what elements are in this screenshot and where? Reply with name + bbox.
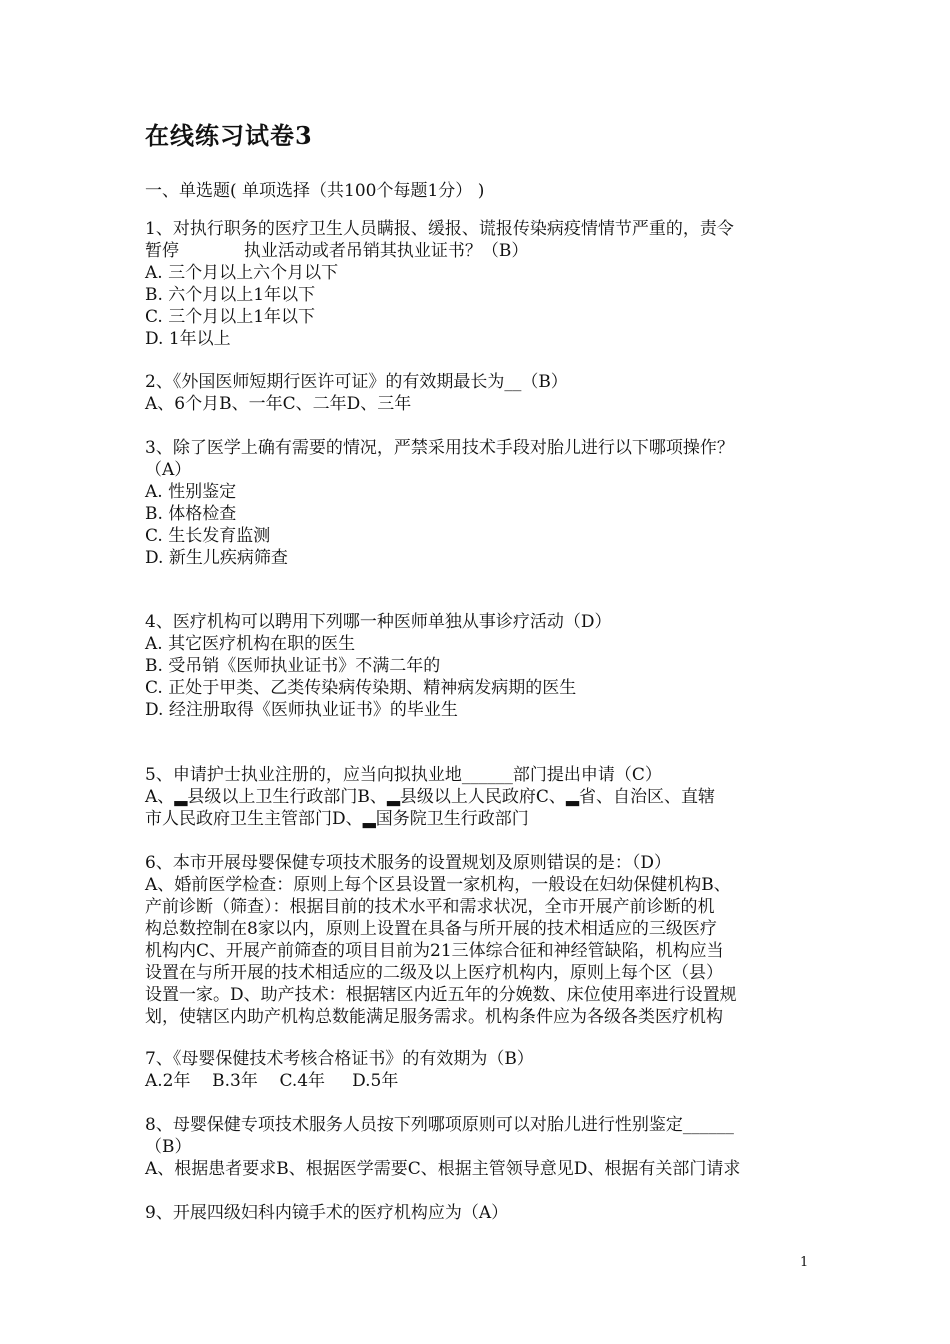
option-line: A、婚前医学检查：原则上每个区县设置一家机构，一般设在妇幼保健机构B、 — [145, 875, 731, 895]
question-6 — [145, 852, 810, 1028]
option-line: A、根据患者要求B、根据医学需要C、根据主管领导意见D、根据有关部门请求 — [145, 1159, 741, 1179]
option-line: B. 体格检查 — [145, 504, 237, 524]
question-line: 3、除了医学上确有需要的情况，严禁采用技术手段对胎儿进行以下哪项操作？ — [145, 438, 734, 458]
option-line: D. 经注册取得《医师执业证书》的毕业生 — [145, 700, 458, 720]
question-line: 5、申请护士执业注册的，应当向拟执业地______部门提出申请（C） — [145, 765, 662, 785]
option-line: A. 三个月以上六个月以下 — [145, 263, 339, 283]
option-line: C. 三个月以上1年以下 — [145, 307, 316, 327]
question-1 — [145, 218, 810, 350]
option-line: 产前诊断（筛查）：根据目前的技术水平和需求状况，全市开展产前诊断的机 — [145, 897, 715, 917]
question-8 — [145, 1114, 810, 1180]
question-line: 8、母婴保健专项技术服务人员按下列哪项原则可以对胎儿进行性别鉴定______ — [145, 1115, 734, 1135]
question-line: 6、本市开展母婴保健专项技术服务的设置规划及原则错误的是：（D） — [145, 853, 671, 873]
option-line: A、6个月B、一年C、二年D、三年 — [145, 394, 412, 414]
page-number: 1 — [800, 1255, 809, 1270]
option-line: A. 其它医疗机构在职的医生 — [145, 634, 356, 654]
option-line: D. 新生儿疾病筛查 — [145, 548, 288, 568]
question-line: 7、《母婴保健技术考核合格证书》的有效期为（B） — [145, 1049, 534, 1069]
option-line: C. 正处于甲类、乙类传染病传染期、精神病发病期的医生 — [145, 678, 577, 698]
section-heading: 一、单选题( 单项选择（共100个每题1分） ) — [145, 181, 485, 201]
question-7 — [145, 1048, 810, 1092]
question-4 — [145, 611, 810, 721]
question-line: （A） — [145, 460, 192, 480]
question-3 — [145, 437, 810, 569]
option-line: C. 生长发育监测 — [145, 526, 271, 546]
option-line: A、▂县级以上卫生行政部门B、▂县级以上人民政府C、▂省、自治区、直辖 — [145, 787, 715, 807]
question-line: （B） — [145, 1137, 192, 1157]
question-9 — [145, 1202, 810, 1224]
option-line: 划，使辖区内助产机构总数能满足服务需求。机构条件应为各级各类医疗机构 — [145, 1007, 723, 1027]
option-line: 市人民政府卫生主管部门D、▂国务院卫生行政部门 — [145, 809, 529, 829]
option-line: 机构内C、开展产前筛查的项目目前为21三体综合征和神经管缺陷，机构应当 — [145, 941, 724, 961]
option-line: A.2年 B.3年 C.4年 D.5年 — [145, 1071, 399, 1091]
question-line: 2、《外国医师短期行医许可证》的有效期最长为__（B） — [145, 372, 568, 392]
question-line: 4、医疗机构可以聘用下列哪一种医师单独从事诊疗活动（D） — [145, 612, 612, 632]
question-line: 1、对执行职务的医疗卫生人员瞒报、缓报、谎报传染病疫情情节严重的，责令 — [145, 219, 734, 239]
question-line: 暂停 执业活动或者吊销其执业证书？（B） — [145, 241, 529, 261]
option-line: D. 1年以上 — [145, 329, 231, 349]
option-line: A. 性别鉴定 — [145, 482, 237, 502]
question-2 — [145, 371, 810, 415]
option-line: 设置在与所开展的技术相适应的二级及以上医疗机构内，原则上每个区（县） — [145, 963, 723, 983]
option-line: 构总数控制在8家以内，原则上设置在具备与所开展的技术相适应的三级医疗 — [145, 919, 717, 939]
option-line: B. 六个月以上1年以下 — [145, 285, 316, 305]
page-title: 在线练习试卷3 — [145, 121, 313, 150]
option-line: 设置一家。D、助产技术：根据辖区内近五年的分娩数、床位使用率进行设置规 — [145, 985, 737, 1005]
question-line: 9、开展四级妇科内镜手术的医疗机构应为（A） — [145, 1203, 509, 1223]
option-line: B. 受吊销《医师执业证书》不满二年的 — [145, 656, 441, 676]
question-5 — [145, 764, 810, 830]
